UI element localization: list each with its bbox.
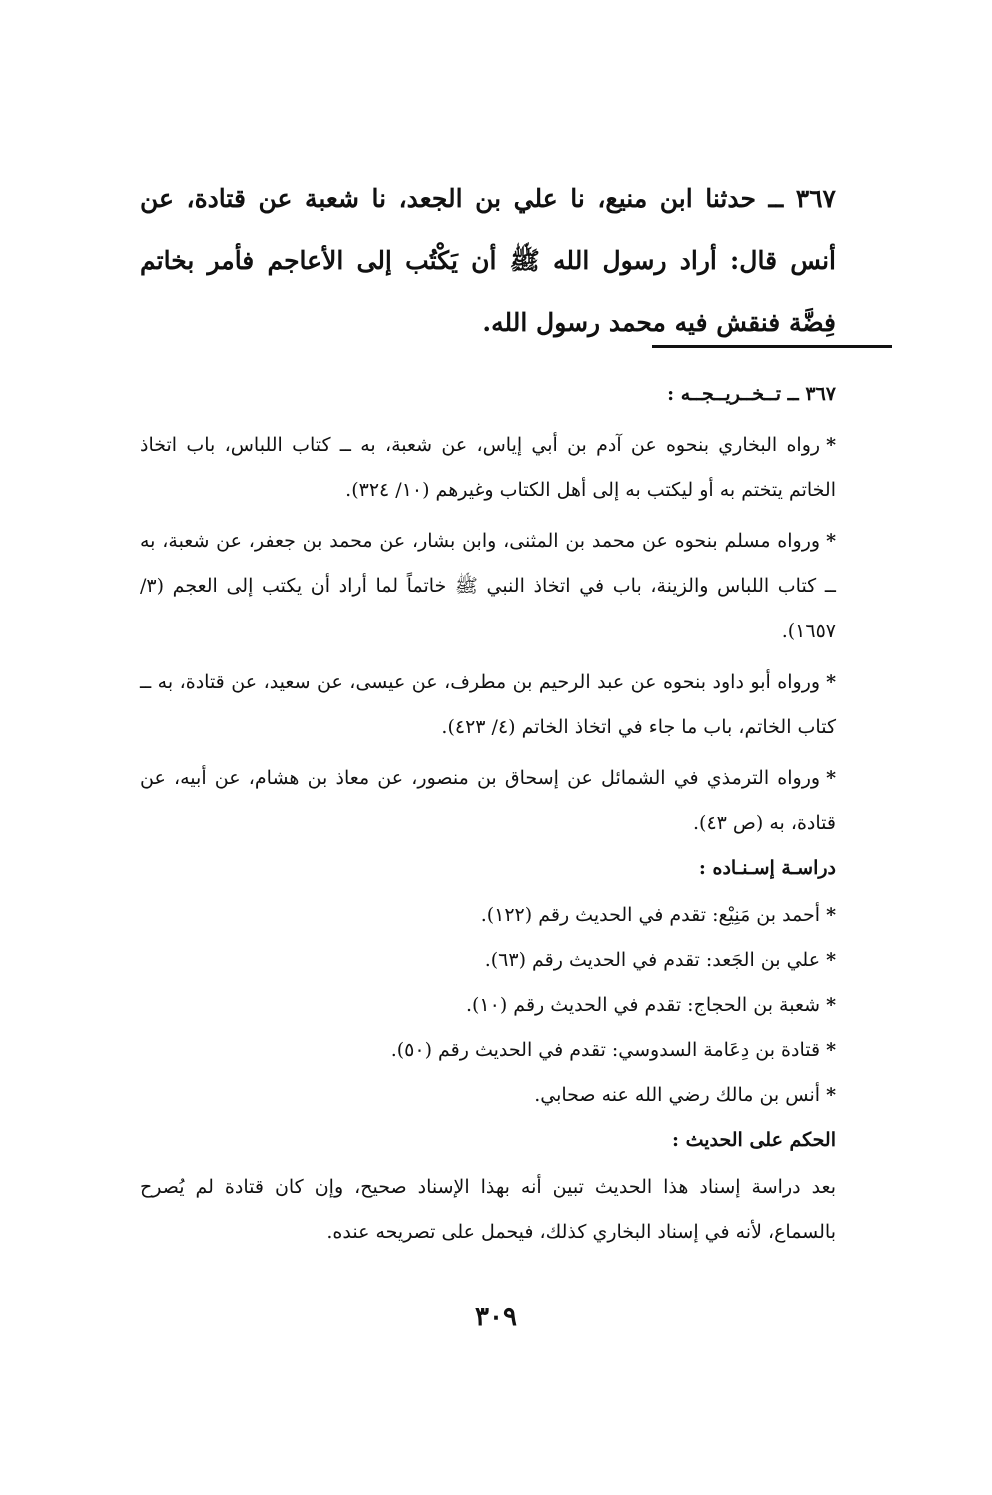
page-number: ٣٠٩ (475, 1302, 517, 1332)
narrator-text: أنس بن مالك رضي الله عنه صحابي. (534, 1084, 821, 1106)
bullet-star: * (826, 767, 836, 789)
narrator-text: أحمد بن مَنِيْع: تقدم في الحديث رقم (١٢٢). (480, 904, 821, 926)
takhrij-item (140, 423, 836, 513)
takhrij-item-text: ورواه مسلم بنحوه عن محمد بن المثنى، وابن بشار، عن محمد بن جعفر، عن شعبة، به ــ كتاب اللباس والزينة، باب في اتخاذ النبي ﷺ خاتماً لما أراد أن يكتب إلى العجم (٣/ ١٦٥٧). (140, 530, 836, 642)
bullet-star: * (826, 530, 836, 552)
narrator-text: قتادة بن دِعَامة السدوسي: تقدم في الحديث رقم (٥٠). (390, 1039, 821, 1061)
takhrij-item-text: ورواه الترمذي في الشمائل عن إسحاق بن منصور، عن معاذ بن هشام، عن أبيه، عن قتادة، به (ص ٤٣). (140, 767, 836, 834)
hukm-heading: الحكم على الحديث : (671, 1129, 836, 1151)
takhrij-item (140, 756, 836, 846)
narrator-item (140, 1028, 836, 1073)
narrator-item (140, 1073, 836, 1118)
bullet-star: * (826, 1084, 836, 1106)
narrator-text: شعبة بن الحجاج: تقدم في الحديث رقم (١٠). (465, 994, 821, 1016)
isnad-heading: دراسـة إسـنـاده : (698, 857, 836, 879)
narrator-item (140, 938, 836, 983)
narrator-item (140, 893, 836, 938)
bullet-star: * (826, 434, 836, 456)
takhrij-item (140, 519, 836, 654)
bullet-star: * (826, 994, 836, 1016)
hadith-text: ٣٦٧ ــ حدثنا ابن منيع، نا علي بن الجعد، نا شعبة عن قتادة، عن أنس قال: أراد رسول الله ﷺ أن يَكْتُب إلى الأعاجم فأمر بخاتم فِضَّة فنقش فيه محمد رسول الله. (140, 184, 836, 337)
footnote-separator (652, 345, 892, 348)
bullet-star: * (826, 671, 836, 693)
bullet-star: * (826, 1039, 836, 1061)
takhrij-item-text: رواه البخاري بنحوه عن آدم بن أبي إياس، عن شعبة، به ــ كتاب اللباس، باب اتخاذ الخاتم يتختم به أو ليكتب به إلى أهل الكتاب وغيرهم (١٠/ ٣٢٤). (140, 434, 836, 501)
narrator-item (140, 983, 836, 1028)
hukm-text: بعد دراسة إسناد هذا الحديث تبين أنه بهذا الإسناد صحيح، وإن كان قتادة لم يُصرح بالسماع، لأنه في إسناد البخاري كذلك، فيحمل على تصريحه عنده. (140, 1176, 836, 1243)
bullet-star: * (826, 949, 836, 971)
takhrij-heading: ٣٦٧ ــ تــخــريــجــه : (667, 383, 836, 405)
footnotes (140, 372, 836, 1255)
takhrij-item-text: ورواه أبو داود بنحوه عن عبد الرحيم بن مطرف، عن عيسى، عن سعيد، عن قتادة، به ــ كتاب الخاتم، باب ما جاء في اتخاذ الخاتم (٤/ ٤٢٣). (140, 671, 836, 738)
narrator-text: علي بن الجَعد: تقدم في الحديث رقم (٦٣). (484, 949, 821, 971)
takhrij-item (140, 660, 836, 750)
bullet-star: * (826, 904, 836, 926)
